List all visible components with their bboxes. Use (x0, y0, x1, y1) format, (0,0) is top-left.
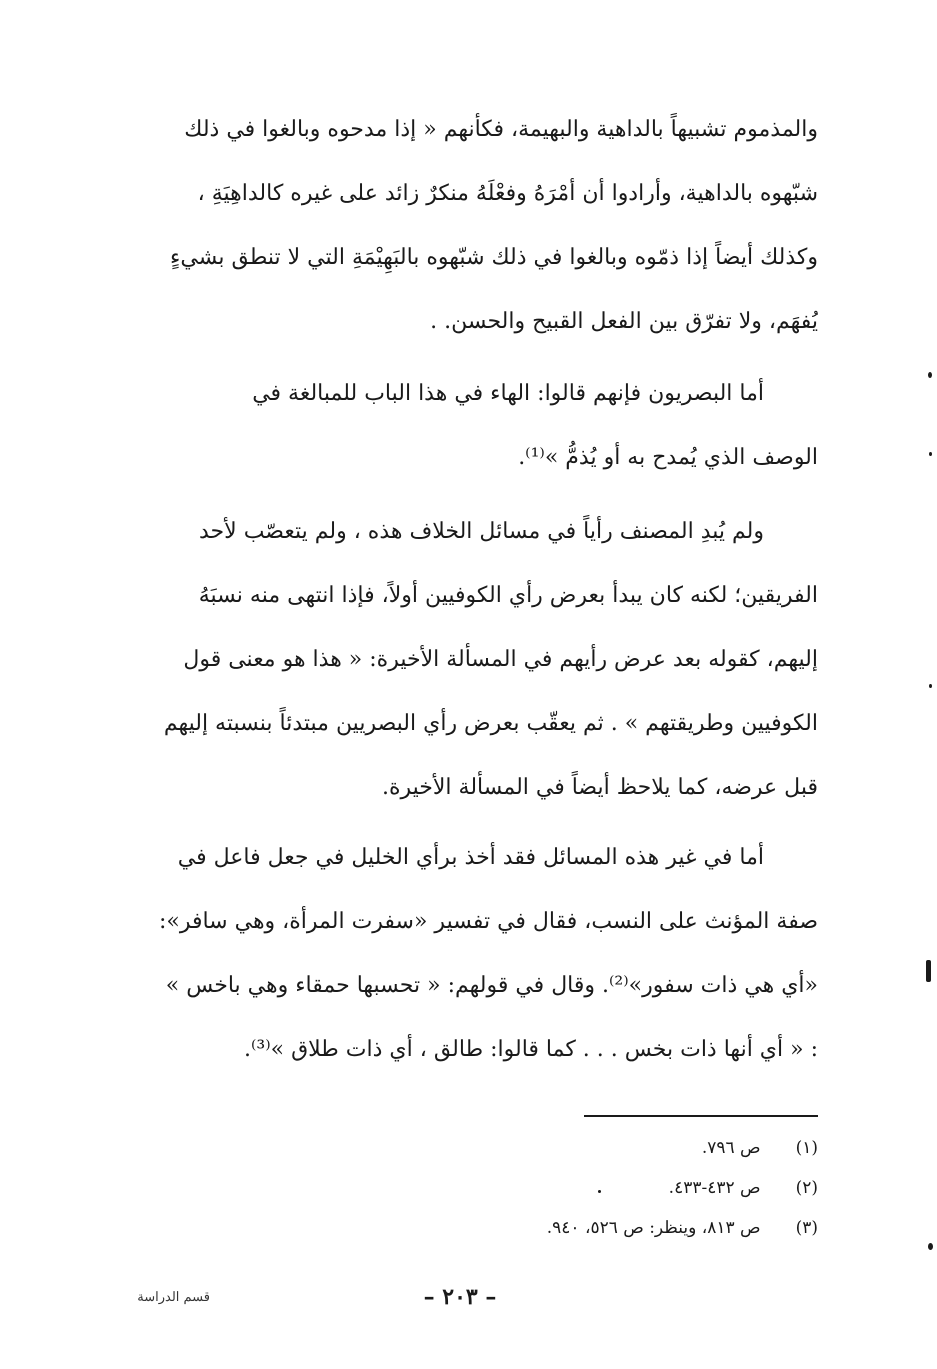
footnote-item (300, 1128, 818, 1168)
scan-speck (926, 960, 931, 982)
footnote-separator (584, 1115, 818, 1117)
paragraph-line: الكوفيين وطريقتهم » . ثم يعقّب بعرض رأي البصريين مبتدئاً بنسبته إليهم (163, 711, 818, 736)
paragraph-line: يُفهَم، ولا تفرّق بين الفعل القبيح والحسن. . (430, 309, 818, 334)
paragraph-line: ولم يُبدِ المصنف رأياً في مسائل الخلاف هذه ، ولم يتعصّب لأحد (199, 519, 764, 544)
paragraph-line: صفة المؤنث على النسب، فقال في تفسير «سفرت المرأة، وهي سافر»: (158, 909, 818, 934)
footnote-text: ص ٧٩٦. (701, 1138, 761, 1158)
section-label: قسم الدراسة (137, 1290, 210, 1305)
paragraph-4 (106, 826, 818, 1082)
paragraph-1 (106, 98, 818, 354)
paragraph-line: الفريقين؛ لكنه كان يبدأ بعرض رأي الكوفيين أولاً، فإذا انتهى منه نسبَهُ (198, 583, 818, 608)
scan-speck (928, 1243, 933, 1250)
paragraph-2 (106, 362, 818, 490)
footnote-text: ص ٤٣٢-٤٣٣. (668, 1178, 761, 1198)
footnote-number: (٣) (795, 1218, 818, 1238)
paragraph-line: : « أي أنها ذات بخس . . . كما قالوا: طالق ، أي ذات طلاق »⁽³⁾. (244, 1037, 818, 1062)
footnote-number: (٢) (795, 1178, 818, 1198)
paragraph-3 (106, 500, 818, 820)
paragraph-line: والمذموم تشبيهاً بالداهية والبهيمة، فكأنهم « إذا مدحوه وبالغوا في ذلك (184, 117, 818, 142)
page-number: – ٢٠٣ – (423, 1284, 497, 1310)
footnotes (300, 1128, 818, 1248)
paragraph-line: «أي هي ذات سفور»⁽²⁾. وقال في قولهم: « تحسبها حمقاء وهي باخس » (165, 973, 818, 998)
paragraph-line: وكذلك أيضاً إذا ذمّوه وبالغوا في ذلك شبّهوه بالبَهِيْمَةِ التي لا تنطق بشيءٍ (170, 245, 818, 270)
footnote-item (300, 1208, 818, 1248)
paragraph-line: أما في غير هذه المسائل فقد أخذ برأي الخليل في جعل فاعل في (177, 845, 764, 870)
footnote-number: (١) (795, 1138, 818, 1158)
paragraph-line: قبل عرضه، كما يلاحظ أيضاً في المسألة الأخيرة. (381, 775, 818, 800)
paragraph-line: إليهم، كقوله بعد عرض رأيهم في المسألة الأخيرة: « هذا هو معنى قول (183, 647, 818, 672)
scan-speck (929, 684, 932, 688)
scan-speck (929, 452, 932, 456)
paragraph-line: أما البصريون فإنهم قالوا: الهاء في هذا الباب للمبالغة في (252, 381, 764, 406)
paragraph-line: شبّهوه بالداهية، وأرادوا أن أمْرَهُ وفعْلَهُ منكرٌ زائد على غيره كالداهِيَةِ ، (197, 181, 818, 206)
scan-speck (598, 1190, 601, 1193)
footnote-text: ص ٨١٣، وينظر: ص ٥٢٦، ٩٤٠. (546, 1218, 761, 1238)
paragraph-line: الوصف الذي يُمدح به أو يُذمُّ »⁽¹⁾. (518, 445, 818, 470)
footnote-item (300, 1168, 818, 1208)
scan-speck (928, 372, 932, 378)
